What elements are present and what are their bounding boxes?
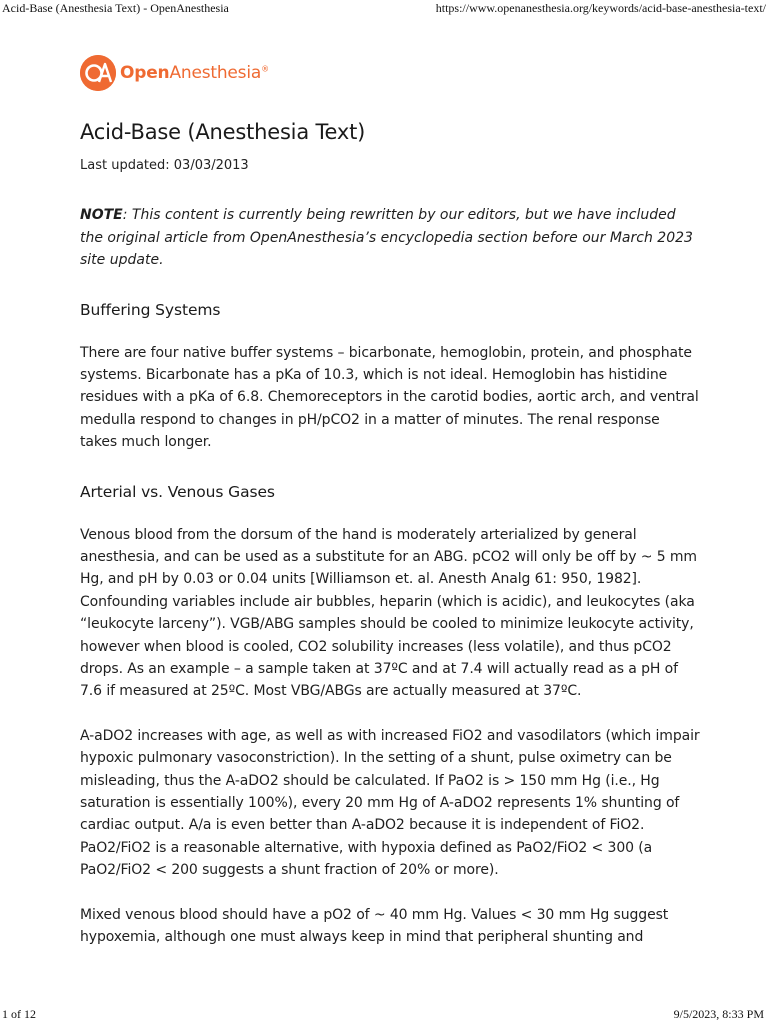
paragraph-a-ado2: A-aDO2 increases with age, as well as with increased FiO2 and vasodilators (which impair hypoxic pulmonary vasoconstriction). In the setting of a shunt, pulse oximetry can be misleading, thus the A-aDO2 should be calculated. If PaO2 is > 150 mm Hg (i.e., Hg saturation is essentially 100%), every 20 mm Hg of A-aDO2 represents 1% shunting of cardiac output. A/a is even better than A-aDO2 because it is independent of FiO2. PaO2/FiO2 is a reasonable alternative, with hypoxia defined as PaO2/FiO2 < 300 (a PaO2/FiO2 < 200 suggests a shunt fraction of 20% or more). — [80, 727, 700, 879]
paragraph-venous-blood: Venous blood from the dorsum of the hand is moderately arterialized by general anesthesia, and can be used as a substitute for an ABG. pCO2 will only be off by ~ 5 mm Hg, and pH by 0.03 or 0.04 units [Williamson et. al. Anesth Analg 61: 950, 1982]. Confounding variables include air bubbles, heparin (which is acidic), and leukocytes (aka “leukocyte larceny”). VGB/ABG samples should be cooled to minimize leukocyte activity, however when blood is cooled, CO2 solubility increases (less volatile), and thus pCO2 drops. As an example – a sample taken at 37ºC and at 7.4 will actually read as a pH of 7.6 if measured at 25ºC. Most VBG/ABGs are actually measured at 37ºC. — [80, 526, 697, 700]
print-header — [0, 0, 768, 18]
article — [80, 116, 700, 948]
print-footer — [0, 1006, 768, 1024]
note-text: : This content is currently being rewritten by our editors, but we have included the original article from OpenAnesthesia’s encyclopedia section before our March 2023 site update. — [80, 207, 693, 268]
page-title: Acid-Base (Anesthesia Text) — [80, 120, 366, 144]
logo-word-anesthesia: Anesthesia — [169, 63, 262, 83]
print-page-title: Acid-Base (Anesthesia Text) - OpenAnesthesia — [2, 1, 229, 15]
logo-trademark: ® — [261, 64, 269, 74]
print-datetime: 9/5/2023, 8:33 PM — [673, 1007, 764, 1021]
oa-logo-icon — [80, 55, 116, 91]
page-count: 1 of 12 — [2, 1007, 36, 1021]
logo-word-open: Open — [120, 63, 170, 83]
logo-wordmark — [120, 63, 269, 83]
paragraph-buffering: There are four native buffer systems – bicarbonate, hemoglobin, protein, and phosphate systems. Bicarbonate has a pKa of 10.3, which is not ideal. Hemoglobin has histidine residues with a pKa of 6.8. Chemoreceptors in the carotid bodies, aortic arch, and ventral medulla respond to changes in pH/pCO2 in a matter of minutes. The renal response takes much longer. — [80, 344, 699, 451]
section-heading-buffering: Buffering Systems — [80, 300, 221, 319]
editor-note — [80, 204, 700, 272]
note-label: NOTE — [80, 207, 123, 223]
section-heading-arterial-venous: Arterial vs. Venous Gases — [80, 482, 275, 501]
last-updated: Last updated: 03/03/2013 — [80, 158, 249, 173]
print-page-url: https://www.openanesthesia.org/keywords/acid-base-anesthesia-text/ — [435, 1, 766, 15]
paragraph-mixed-venous: Mixed venous blood should have a pO2 of ~ 40 mm Hg. Values < 30 mm Hg suggest hypoxemia, although one must always keep in mind that peripheral shunting and — [80, 906, 669, 946]
openanesthesia-logo[interactable] — [80, 56, 269, 90]
